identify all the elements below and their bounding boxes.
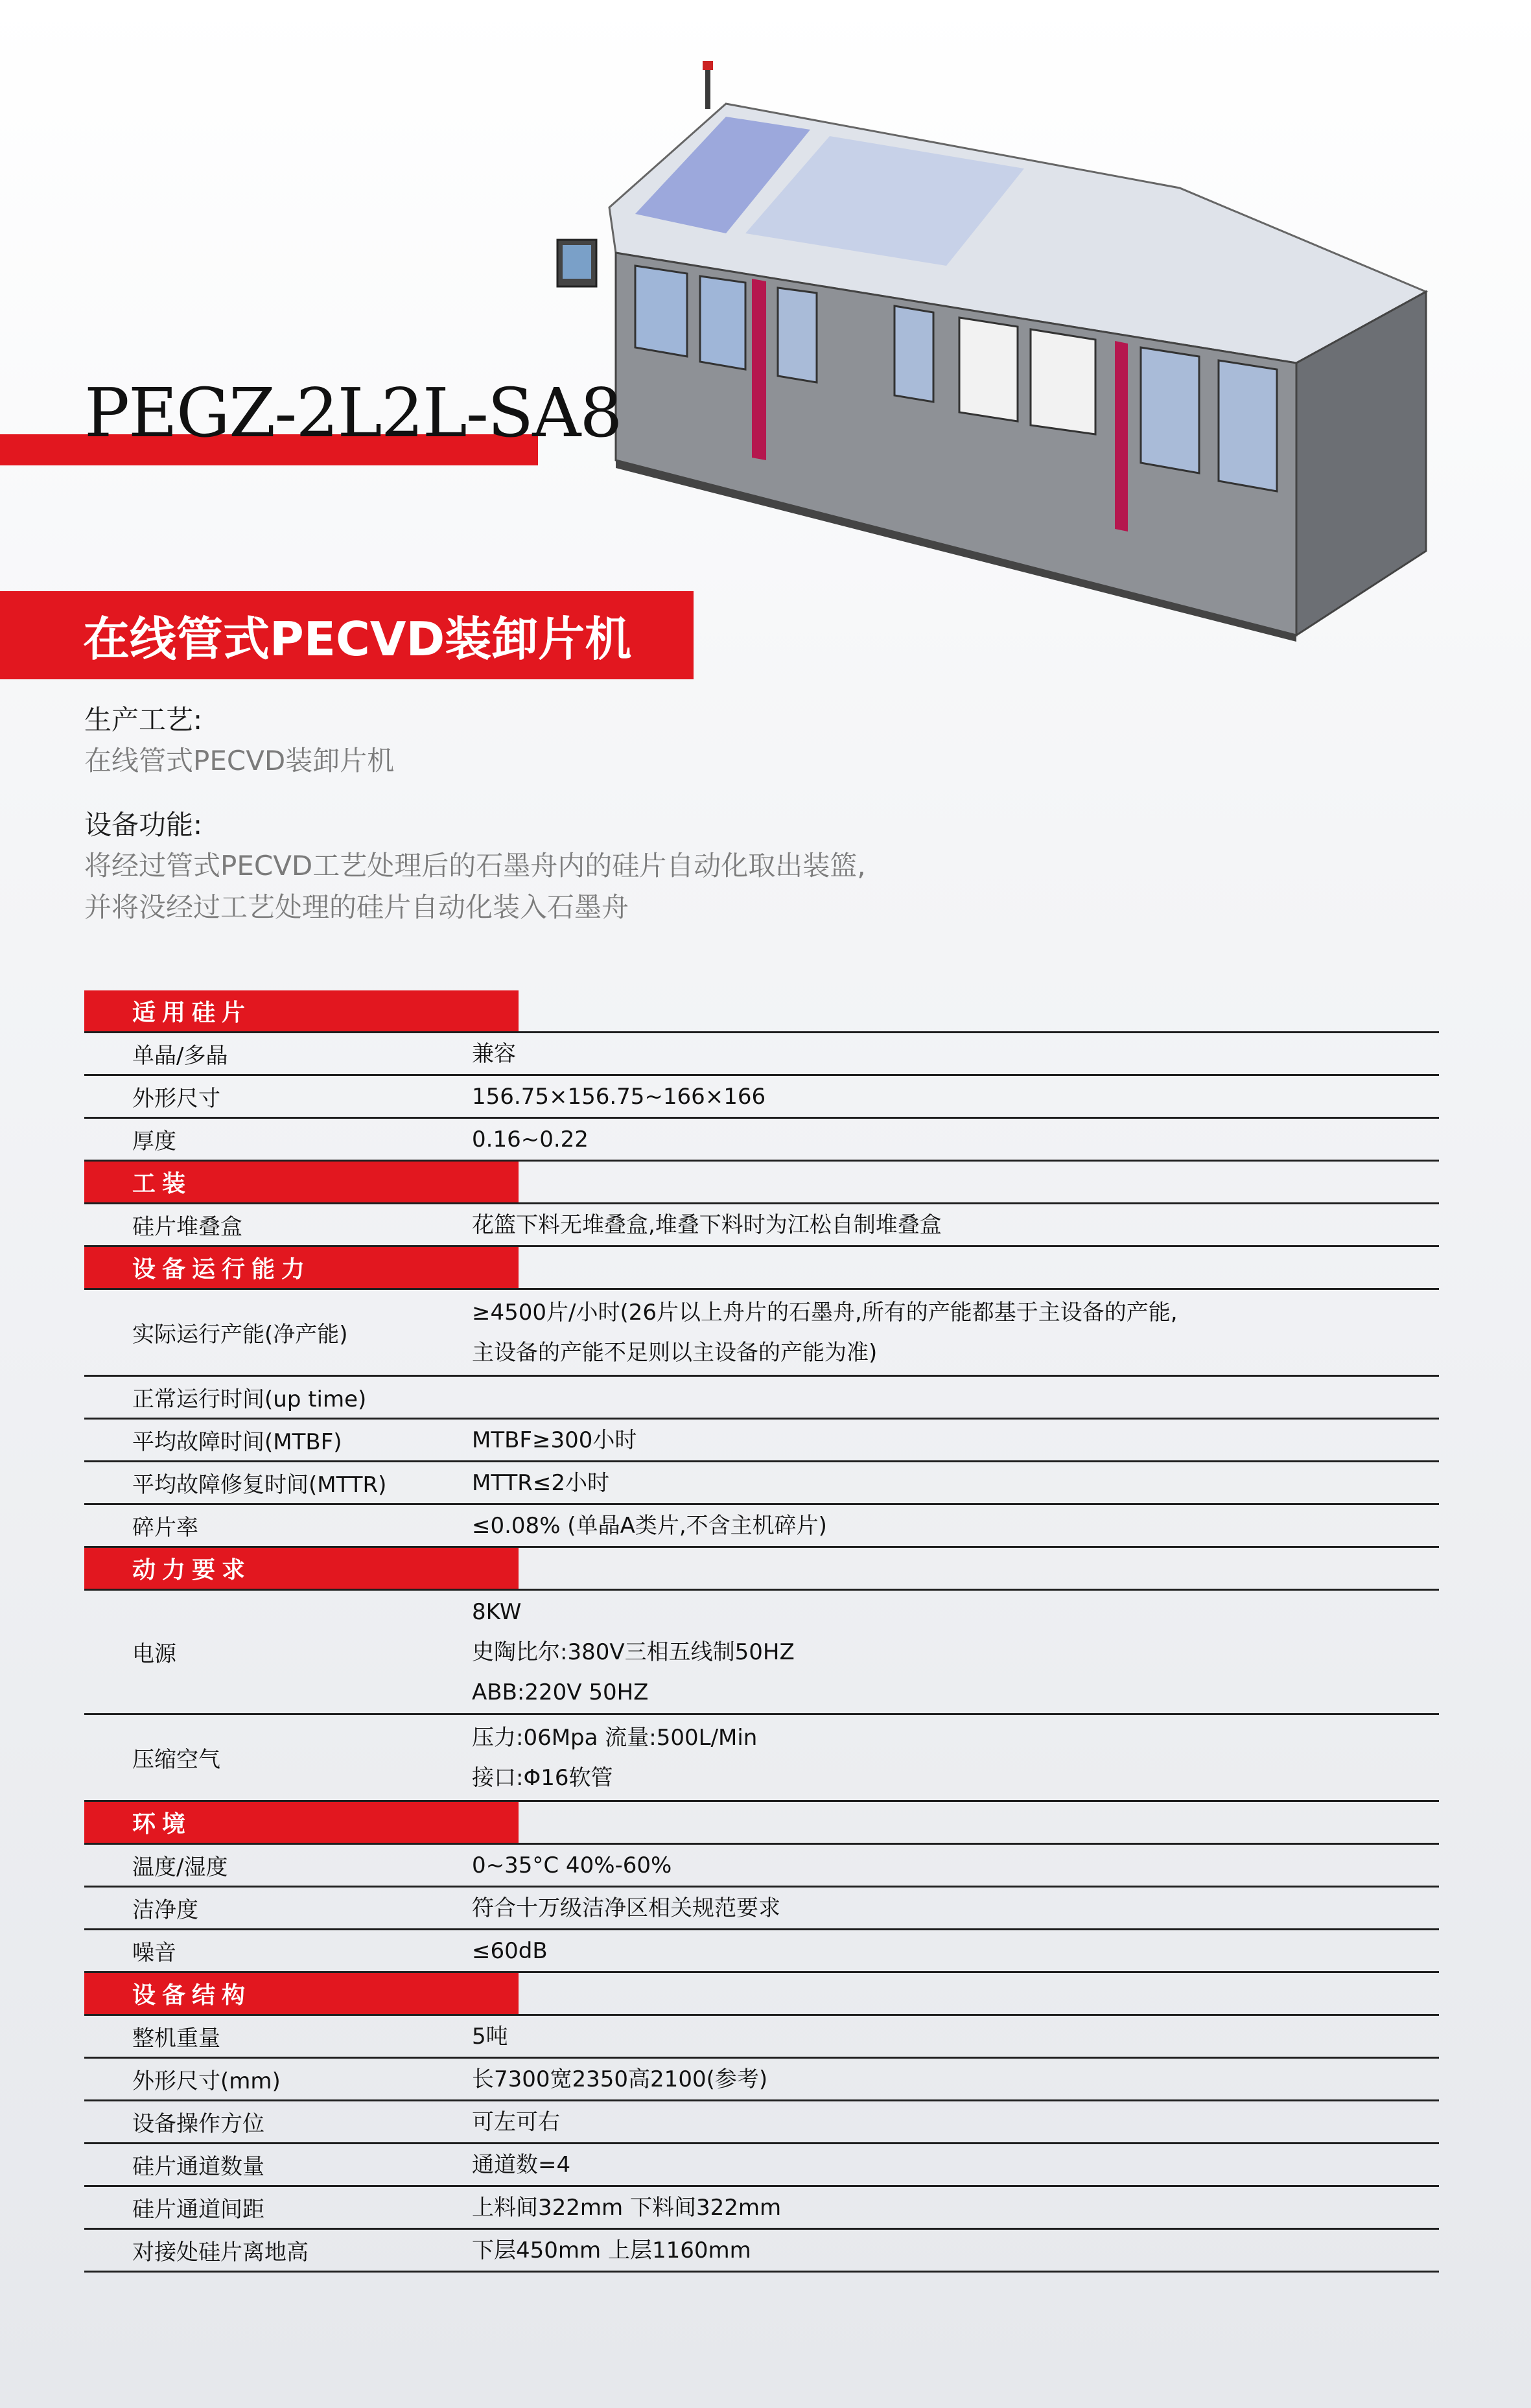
spec-row [84, 1930, 1439, 1973]
spec-value-line: ≥4500片/小时(26片以上舟片的石墨舟,所有的产能都基于主设备的产能, [472, 1299, 1178, 1326]
spec-value: 花篮下料无堆叠盒,堆叠下料时为江松自制堆叠盒 [472, 1211, 942, 1238]
spec-key: 单晶/多晶 [132, 1043, 228, 1069]
spec-key: 外形尺寸(mm) [132, 2068, 281, 2094]
spec-value: 符合十万级洁净区相关规范要求 [472, 1895, 780, 1921]
function-line: 并将没经过工艺处理的硅片自动化装入石墨舟 [84, 891, 629, 923]
spec-value: MTBF≥300小时 [472, 1427, 637, 1453]
spec-key: 压缩空气 [132, 1747, 220, 1773]
spec-row [84, 1845, 1439, 1888]
spec-value: 兼容 [472, 1040, 516, 1067]
spec-row [84, 1420, 1439, 1462]
spec-row [84, 1033, 1439, 1076]
spec-key: 噪音 [132, 1940, 176, 1966]
spec-value-line: 史陶比尔:380V三相五线制50HZ [472, 1639, 795, 1665]
spec-key: 碎片率 [132, 1515, 198, 1541]
spec-value: 长7300宽2350高2100(参考) [472, 2066, 768, 2092]
spec-row [84, 1505, 1439, 1548]
spec-key: 正常运行时间(up time) [132, 1386, 367, 1412]
spec-key: 外形尺寸 [132, 1086, 220, 1112]
spec-section-header [84, 1162, 1439, 1204]
section-title: 工装 [84, 1162, 519, 1202]
spec-row [84, 1076, 1439, 1119]
spec-value: 5吨 [472, 2023, 508, 2050]
section-title: 环境 [84, 1802, 519, 1843]
spec-row [84, 1377, 1439, 1420]
spec-key: 温度/湿度 [132, 1854, 228, 1880]
spec-section-header [84, 1802, 1439, 1845]
spec-key: 整机重量 [132, 2026, 220, 2051]
spec-row [84, 1591, 1439, 1715]
process-text: 在线管式PECVD装卸片机 [84, 745, 395, 777]
spec-key: 硅片堆叠盒 [132, 1214, 242, 1240]
process-label: 生产工艺: [84, 704, 203, 736]
spec-section-header [84, 1548, 1439, 1591]
spec-key: 平均故障修复时间(MTTR) [132, 1472, 387, 1498]
spec-row [84, 1888, 1439, 1930]
spec-value-line: 接口:Φ16软管 [472, 1764, 613, 1791]
spec-row [84, 1462, 1439, 1505]
spec-section-header [84, 1973, 1439, 2016]
spec-key: 洁净度 [132, 1897, 198, 1923]
spec-key: 实际运行产能(净产能) [132, 1322, 348, 1348]
section-title: 动力要求 [84, 1548, 519, 1589]
spec-value-group [472, 1592, 1439, 1712]
section-title: 设备结构 [84, 1973, 519, 2014]
section-title: 设备运行能力 [84, 1247, 519, 1288]
spec-row [84, 2230, 1439, 2273]
spec-row [84, 2101, 1439, 2144]
spec-value: 通道数=4 [472, 2151, 571, 2178]
spec-key: 设备操作方位 [132, 2111, 264, 2137]
spec-row [84, 1119, 1439, 1162]
spec-value: ≤0.08% (单晶A类片,不含主机碎片) [472, 1512, 827, 1539]
machine-illustration [532, 58, 1478, 642]
function-label: 设备功能: [84, 809, 203, 841]
product-name: 在线管式PECVD装卸片机 [83, 612, 632, 666]
spec-key: 平均故障时间(MTBF) [132, 1429, 342, 1455]
spec-row [84, 2187, 1439, 2230]
spec-key: 硅片通道间距 [132, 2197, 264, 2223]
spec-key: 厚度 [132, 1128, 176, 1154]
spec-row [84, 2059, 1439, 2101]
product-name-banner [0, 591, 694, 679]
spec-value-line: 8KW [472, 1598, 522, 1625]
spec-row [84, 1715, 1439, 1802]
spec-row [84, 2016, 1439, 2059]
intro-section [84, 694, 1445, 928]
spec-value: ≤60dB [472, 1937, 548, 1964]
spec-value: 0~35°C 40%-60% [472, 1852, 672, 1878]
spec-row [84, 1204, 1439, 1247]
spec-value-group [472, 1292, 1439, 1373]
spec-row [84, 1290, 1439, 1377]
spec-value-group [472, 1718, 1439, 1798]
spec-key: 对接处硅片离地高 [132, 2239, 309, 2265]
spec-value-line: 主设备的产能不足则以主设备的产能为准) [472, 1339, 878, 1366]
function-line: 将经过管式PECVD工艺处理后的石墨舟内的硅片自动化取出装篮, [84, 850, 866, 882]
spec-value-line: ABB:220V 50HZ [472, 1679, 649, 1705]
spec-value: MTTR≤2小时 [472, 1469, 610, 1496]
spec-value: 156.75×156.75~166×166 [472, 1083, 766, 1110]
section-title: 适用硅片 [84, 990, 519, 1031]
spec-row [84, 2144, 1439, 2187]
spec-section-header [84, 1247, 1439, 1290]
spec-value-line: 压力:06Mpa 流量:500L/Min [472, 1724, 758, 1751]
spec-value: 可左可右 [472, 2109, 560, 2135]
spec-value: 下层450mm 上层1160mm [472, 2237, 751, 2263]
spec-key: 硅片通道数量 [132, 2154, 264, 2180]
spec-section-header [84, 990, 1439, 1033]
model-title: PEGZ-2L2L-SA8 [84, 373, 622, 452]
spec-table [84, 990, 1439, 2273]
spec-key: 电源 [132, 1641, 176, 1667]
spec-value: 0.16~0.22 [472, 1126, 589, 1152]
spec-value: 上料间322mm 下料间322mm [472, 2194, 782, 2221]
